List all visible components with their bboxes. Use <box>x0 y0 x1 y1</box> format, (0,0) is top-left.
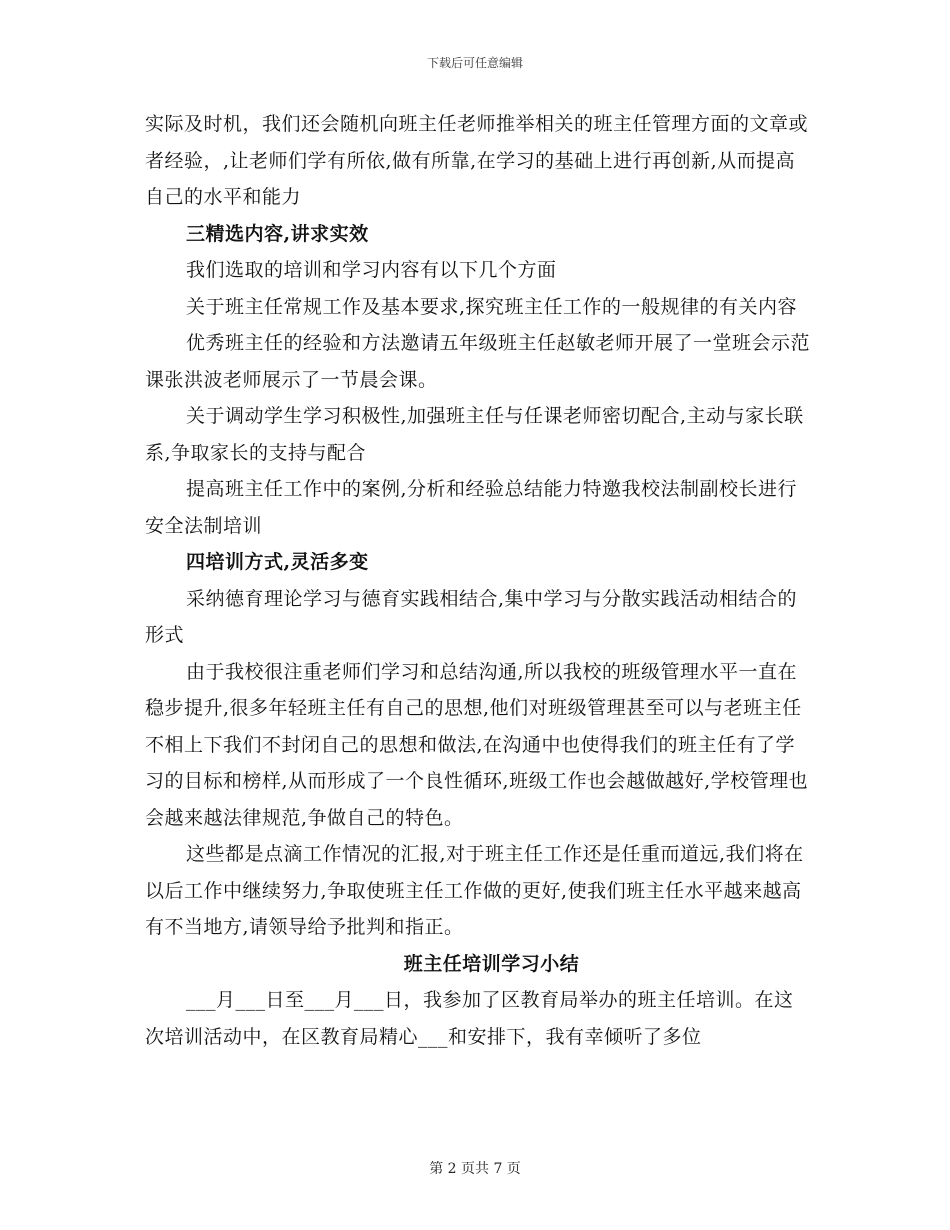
paragraph: ___月___日至___月___日，我参加了区教育局举办的班主任培训。在这次培训活动中，在区教育局精心___和安排下，我有幸倾听了多位 <box>145 989 794 1048</box>
paragraph: 关于班主任常规工作及基本要求,探究班主任工作的一般规律的有关内容 <box>186 295 798 318</box>
paragraph: 优秀班主任的经验和方法邀请五年级班主任赵敏老师开展了一堂班会示范课张洪波老师展示了一节晨会课。 <box>145 332 811 391</box>
paragraph: 由于我校很注重老师们学习和总结沟通,所以我校的班级管理水平一直在稳步提升,很多年轻班主任有自己的思想,他们对班级管理甚至可以与老班主任不相上下我们不封闭自己的思想和做法,在沟通中也使得我们的班主任有了学习的目标和榜样,从而形成了一个良性循环,班级工作也会越做越好,学校管理也会越来越法律规范,争做自己的特色。 <box>145 660 809 829</box>
paragraph: 提高班主任工作中的案例,分析和经验总结能力特邀我校法制副校长进行安全法制培训 <box>145 478 798 537</box>
page-header: 下载后可任意编辑 <box>426 56 523 70</box>
paragraph: 采纳德育理论学习与德育实践相结合,集中学习与分散实践活动相结合的形式 <box>145 587 798 646</box>
paragraph: 这些都是点滴工作情况的汇报,对于班主任工作还是任重而道远,我们将在以后工作中继续努力,争取使班主任工作做的更好,使我们班主任水平越来越高有不当地方,请领导给予批判和指正。 <box>145 843 804 938</box>
section-heading: 三精选内容,讲求实效 <box>186 222 369 245</box>
document-body <box>145 106 810 1055</box>
paragraph: 实际及时机，我们还会随机向班主任老师推举相关的班主任管理方面的文章或者经验，,让老师们学有所依,做有所靠,在学习的基础上进行再创新,从而提高自己的水平和能力 <box>145 113 809 208</box>
paragraph: 关于调动学生学习积极性,加强班主任与任课老师密切配合,主动与家长联系,争取家长的支持与配合 <box>145 405 804 464</box>
paragraph: 我们选取的培训和学习内容有以下几个方面 <box>186 259 557 281</box>
document-title: 班主任培训学习小结 <box>403 952 580 975</box>
page-footer: 第 2 页共 7 页 <box>429 1161 521 1177</box>
section-heading: 四培训方式,灵活多变 <box>186 551 369 573</box>
